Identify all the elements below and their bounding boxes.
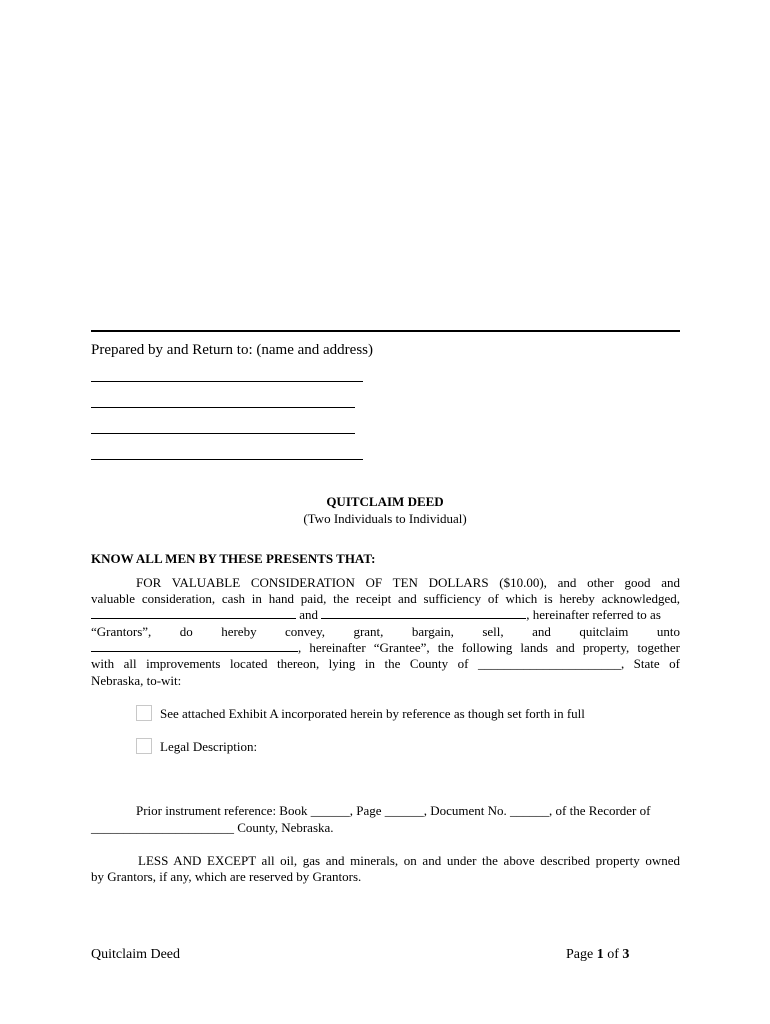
consideration-line-2: valuable consideration, cash in hand paid, the receipt and sufficiency of which is hereby acknowledged, — [91, 591, 680, 606]
consideration-line-1: FOR VALUABLE CONSIDERATION OF TEN DOLLARS ($10.00), and other good and — [136, 575, 680, 590]
footer-page-number: Page 1 of 3 — [566, 947, 630, 962]
consideration-line-6: with all improvements located thereon, lying in the County of ______________________, State of — [91, 656, 680, 671]
deed-subtitle: (Two Individuals to Individual) — [303, 511, 467, 526]
prior-reference-line-1: Prior instrument reference: Book ______, Page ______, Document No. ______, of the Recorder of — [136, 803, 651, 818]
less-except-line-1: LESS AND EXCEPT all oil, gas and minerals, on and under the above described property owned — [138, 853, 680, 868]
less-except-line-2: by Grantors, if any, which are reserved by Grantors. — [91, 869, 362, 884]
address-line-1[interactable] — [91, 381, 363, 382]
consideration-line-3: and , hereinafter referred to as — [91, 607, 680, 623]
know-all-men-heading: KNOW ALL MEN BY THESE PRESENTS THAT: — [91, 551, 376, 566]
prior-reference-line-2: ______________________ County, Nebraska. — [91, 820, 334, 835]
top-rule — [91, 330, 680, 332]
legal-description-checkbox[interactable] — [136, 738, 152, 754]
consideration-line-5: , hereinafter “Grantee”, the following lands and property, together — [91, 640, 680, 656]
exhibit-a-option[interactable]: See attached Exhibit A incorporated herein by reference as though set forth in full — [136, 705, 585, 722]
consideration-line-7: Nebraska, to-wit: — [91, 673, 182, 688]
grantee-name-field[interactable] — [91, 640, 298, 652]
legal-description-option[interactable]: Legal Description: — [136, 738, 257, 755]
address-line-3[interactable] — [91, 433, 355, 434]
address-line-2[interactable] — [91, 407, 355, 408]
address-line-4[interactable] — [91, 459, 363, 460]
exhibit-a-checkbox[interactable] — [136, 705, 152, 721]
consideration-line-4: “Grantors”, do hereby convey, grant, bargain, sell, and quitclaim unto — [91, 624, 680, 639]
deed-title: QUITCLAIM DEED — [326, 494, 444, 509]
grantor-1-name-field[interactable] — [91, 607, 296, 619]
prepared-by-label: Prepared by and Return to: (name and address) — [91, 342, 373, 358]
footer-document-name: Quitclaim Deed — [91, 947, 181, 962]
grantor-2-name-field[interactable] — [321, 607, 526, 619]
